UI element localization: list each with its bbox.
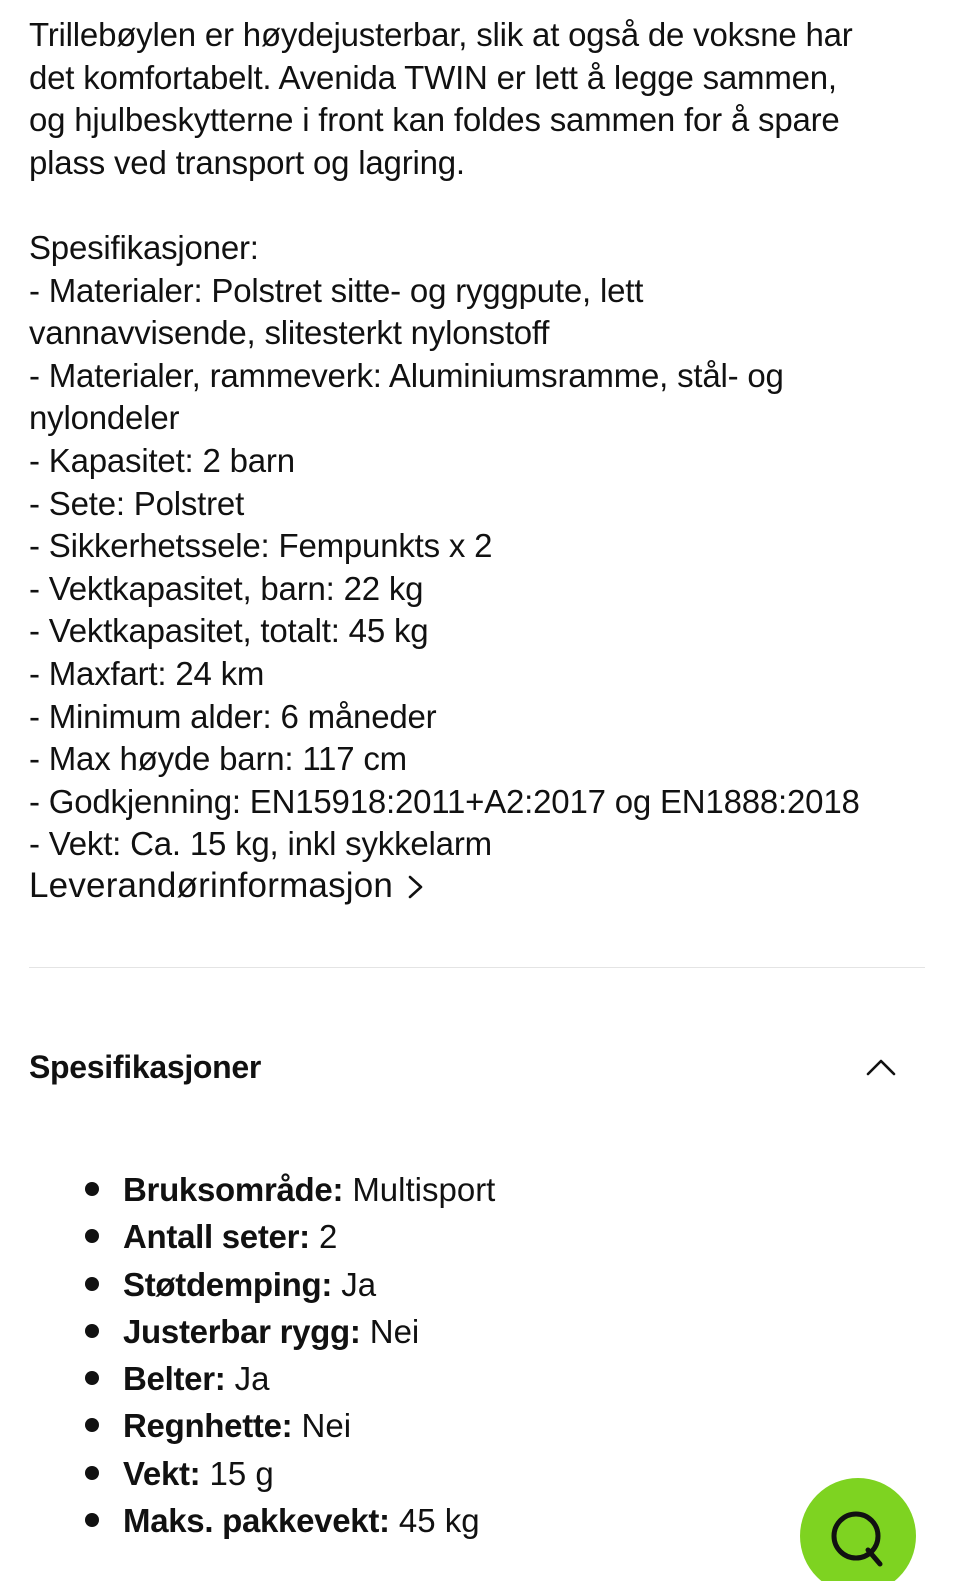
- specs-heading: Spesifikasjoner:: [29, 228, 259, 266]
- chat-button[interactable]: [800, 1478, 916, 1581]
- spec-item: [85, 1261, 495, 1308]
- spec-item: [85, 1166, 495, 1213]
- spec-key: Vekt:: [123, 1454, 201, 1492]
- spec-line: - Materialer: Polstret sitte- og ryggpute, lett: [29, 271, 644, 309]
- spec-value: 15 g: [209, 1454, 274, 1492]
- bullet: [85, 1277, 99, 1291]
- chevron-up-icon[interactable]: [861, 1052, 901, 1082]
- spec-value: Nei: [301, 1407, 352, 1445]
- description-line: og hjulbeskytterne i front kan foldes sammen for å spare: [29, 101, 840, 139]
- spec-line: - Materialer, rammeverk: Aluminiumsramme, stål- og: [29, 356, 784, 394]
- spec-item: [85, 1355, 495, 1402]
- paragraph-gap: [29, 184, 929, 227]
- product-description: [29, 14, 929, 866]
- bullet: [85, 1418, 99, 1432]
- description-line: Trillebøylen er høydejusterbar, slik at også de voksne har: [29, 16, 853, 53]
- spec-item: [85, 1497, 495, 1544]
- bullet: [85, 1324, 99, 1338]
- specifications-title: Spesifikasjoner: [29, 1049, 262, 1085]
- spec-line: - Sikkerhetssele: Fempunkts x 2: [29, 527, 493, 565]
- spec-key: Belter:: [123, 1360, 226, 1398]
- spec-value: Ja: [234, 1360, 270, 1398]
- bullet: [85, 1466, 99, 1480]
- description-line: det komfortabelt. Avenida TWIN er lett å legge sammen,: [29, 58, 837, 96]
- spec-line: - Vekt: Ca. 15 kg, inkl sykkelarm: [29, 825, 492, 863]
- spec-line: nylondeler: [29, 399, 180, 437]
- supplier-info-label: Leverandørinformasjon: [29, 866, 394, 905]
- spec-key: Antall seter:: [123, 1218, 310, 1256]
- spec-value: 2: [319, 1218, 338, 1256]
- bullet: [85, 1513, 99, 1527]
- chevron-right-icon: [403, 871, 429, 901]
- spec-key: Bruksområde:: [123, 1171, 344, 1208]
- specifications-accordion-header[interactable]: [29, 1040, 909, 1100]
- specifications-list: [85, 1166, 495, 1544]
- chat-bubble-icon: [828, 1508, 888, 1568]
- description-line: plass ved transport og lagring.: [29, 143, 465, 181]
- spec-line: - Vektkapasitet, barn: 22 kg: [29, 569, 424, 607]
- spec-value: Nei: [369, 1312, 420, 1350]
- spec-key: Justerbar rygg:: [123, 1312, 361, 1350]
- spec-item: [85, 1213, 495, 1260]
- spec-line: - Vektkapasitet, totalt: 45 kg: [29, 612, 429, 650]
- section-divider: [29, 967, 925, 968]
- spec-value: 45 kg: [398, 1502, 480, 1540]
- spec-value: Ja: [341, 1265, 377, 1303]
- spec-line: vannavvisende, slitesterkt nylonstoff: [29, 314, 550, 352]
- spec-key: Regnhette:: [123, 1407, 293, 1445]
- spec-line: - Sete: Polstret: [29, 484, 245, 522]
- spec-key: Støtdemping:: [123, 1265, 333, 1303]
- bullet: [85, 1229, 99, 1243]
- spec-item: [85, 1402, 495, 1449]
- spec-line: - Maxfart: 24 km: [29, 654, 265, 692]
- spec-line: - Minimum alder: 6 måneder: [29, 697, 437, 735]
- spec-line: - Max høyde barn: 117 cm: [29, 740, 407, 778]
- spec-item: [85, 1450, 495, 1497]
- bullet: [85, 1182, 99, 1196]
- spec-line: - Kapasitet: 2 barn: [29, 441, 295, 479]
- spec-item: [85, 1308, 495, 1355]
- supplier-info-link[interactable]: [29, 866, 429, 906]
- spec-line: - Godkjenning: EN15918:2011+A2:2017 og EN1888:2018: [29, 782, 860, 820]
- bullet: [85, 1371, 99, 1385]
- spec-value: Multisport: [352, 1171, 496, 1208]
- spec-key: Maks. pakkevekt:: [123, 1502, 390, 1540]
